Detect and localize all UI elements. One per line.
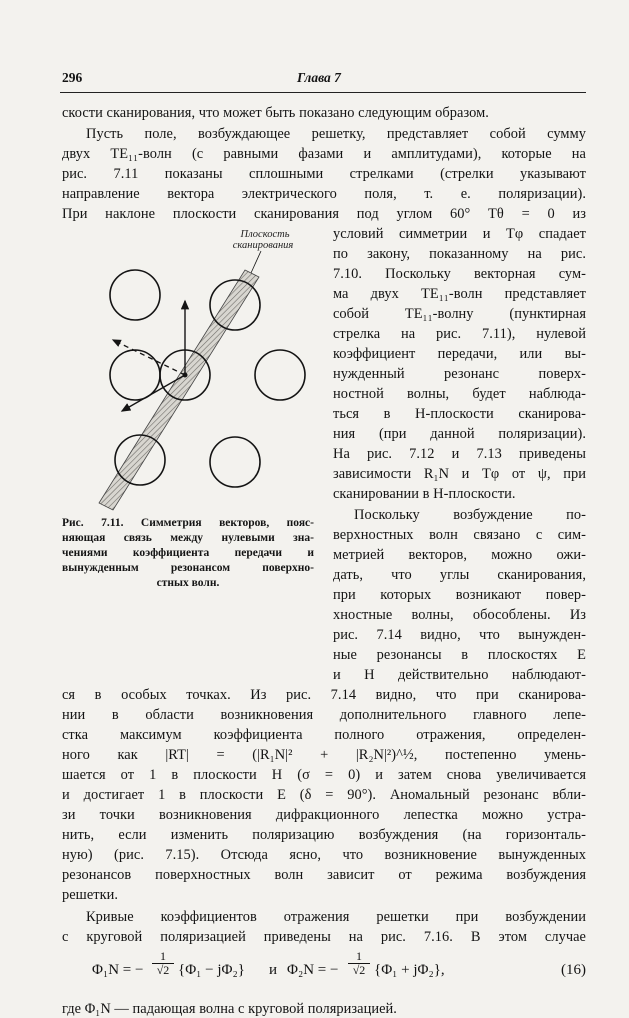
figure-caption-line: чениями коэффициента передачи и — [62, 547, 314, 559]
waveguide-circle — [255, 350, 305, 400]
scan-plane-band — [99, 270, 259, 510]
figure-label-line1: Плоскость — [240, 229, 290, 240]
text-line: стрелка на рис. 7.11), нулевой — [333, 326, 586, 342]
text-line: двух TE₁₁-волн (с равными фазами и амплитудами), которые на — [62, 146, 586, 162]
text-line: зи точки возникновения дифракционного лепестка можно устра- — [62, 807, 586, 823]
text-line: ться в H-плоскости сканирова- — [333, 406, 586, 422]
text-line: сканировании в H-плоскости. — [333, 486, 516, 502]
equation-conjunction: и — [269, 962, 278, 978]
text-line: и достигает 1 в плоскости E (δ = 90°). Аномальный резонанс вбли- — [62, 787, 586, 803]
text-line: На рис. 7.12 и 7.13 приведены — [333, 446, 586, 462]
text-line: ния (при данной поляризации). — [333, 426, 586, 442]
text-line: метрией векторов, можно ожи- — [333, 547, 586, 563]
text-line: нить, если изменить поляризацию возбуждения (на горизонталь- — [62, 827, 586, 843]
text-line: нии в области возникновения дополнительного главного лепе- — [62, 707, 586, 723]
text-line: ную) (рис. 7.15). Отсюда ясно, что возникновение вынужденных — [62, 847, 586, 863]
waveguide-circle — [110, 270, 160, 320]
figure-caption-line: стных волн. — [156, 577, 220, 589]
dashed-arrow-upper-left — [113, 340, 185, 375]
text-line: скости сканирования, что может быть показано следующим образом. — [62, 105, 489, 121]
figure-caption-line: няющая связь между нулевыми зна- — [62, 532, 314, 544]
text-line: при которых возникают повер- — [333, 587, 586, 603]
fraction-numerator: 1 — [152, 950, 174, 964]
header-rule — [60, 92, 586, 93]
text-line: условий симметрии и Tφ спадает — [333, 226, 586, 242]
equation-fraction-1 — [152, 950, 174, 977]
figure-vector-symmetry — [85, 225, 310, 515]
text-line: ные резонансы в плоскостях E — [333, 647, 586, 663]
text-line: шается от 1 в плоскости H (σ = 0) и затем снова увеличивается — [62, 767, 586, 783]
text-line: ся в особых точках. Из рис. 7.14 видно, что при сканирова- — [62, 687, 586, 703]
text-line: собой TE₁₁-волну (пунктирная — [333, 306, 586, 322]
text-line: рис. 7.14 видно, что вынужден- — [333, 627, 586, 643]
text-line: направление вектора электрического поля, т. е. поляризации). — [62, 186, 586, 202]
running-header — [62, 70, 586, 88]
text-line: где Φ₁N — падающая волна с круговой поляризацией. — [62, 1001, 397, 1017]
label-leader-line — [251, 251, 261, 273]
text-line: дать, что углы сканирования, — [333, 567, 586, 583]
text-line: коэффициент передачи, или вы- — [333, 346, 586, 362]
text-line: Пусть поле, возбуждающее решетку, представляет собой сумму — [86, 126, 586, 142]
equation-rhs-1: {Φ₁ − jΦ₂} — [178, 962, 245, 978]
equation-16 — [62, 949, 586, 992]
fraction-denominator: √2 — [156, 963, 170, 977]
text-line: и H действительно наблюдают- — [333, 667, 586, 683]
text-line: хностные волны, обособлены. Из — [333, 607, 586, 623]
text-line: При наклоне плоскости сканирования под углом 60° Tθ = 0 из — [62, 206, 586, 222]
text-line: верхностных волн связано с сим- — [333, 527, 586, 543]
center-point — [183, 373, 188, 378]
equation-lhs-2: Φ₂N = − — [287, 962, 339, 978]
page-number: 296 — [62, 70, 83, 85]
text-line: резонансов поверхностных волн зависит от режима возбуждения — [62, 867, 586, 883]
text-line: стка максимум коэффициента полного отражения, определен- — [62, 727, 586, 743]
text-line: решетки. — [62, 887, 119, 903]
figure-label-line2: сканирования — [232, 240, 294, 251]
text-line: ного как |RT| = (|R₁N|² + |R₂N|²)^½, постепенно умень- — [62, 747, 586, 763]
fraction-denominator: √2 — [352, 963, 366, 977]
equation-rhs-2: {Φ₁ + jΦ₂}, — [374, 962, 445, 978]
equation-fraction-2 — [348, 950, 370, 977]
equation-number: (16) — [561, 962, 586, 978]
text-line: зависимости R₁N и Tφ от ψ, при — [333, 466, 586, 482]
chapter-title: Глава 7 — [297, 70, 341, 85]
text-line: ностной волны, будет наблюда- — [333, 386, 586, 402]
text-line: 7.10. Поскольку векторная сум- — [333, 266, 586, 282]
text-line: Поскольку возбуждение по- — [354, 507, 586, 523]
waveguide-circle — [110, 350, 160, 400]
waveguide-circle — [210, 437, 260, 487]
figure-caption-line: Рис. 7.11. Симметрия векторов, пояс- — [62, 517, 314, 529]
text-line: по закону, показанному на рис. — [333, 246, 586, 262]
text-line: нужденный резонанс поверх- — [333, 366, 586, 382]
text-line: с круговой поляризацией приведены на рис. 7.16. В этом случае — [62, 929, 586, 945]
equation-lhs-1: Φ₁N = − — [92, 962, 144, 978]
fraction-numerator: 1 — [348, 950, 370, 964]
text-line: Кривые коэффициентов отражения решетки при возбуждении — [86, 909, 586, 925]
text-line: ма двух TE₁₁-волн представляет — [333, 286, 586, 302]
figure-caption-line: вынужденным резонансом поверхно- — [62, 562, 314, 574]
text-line: рис. 7.11 показаны сплошными стрелками (стрелки указывают — [62, 166, 586, 182]
